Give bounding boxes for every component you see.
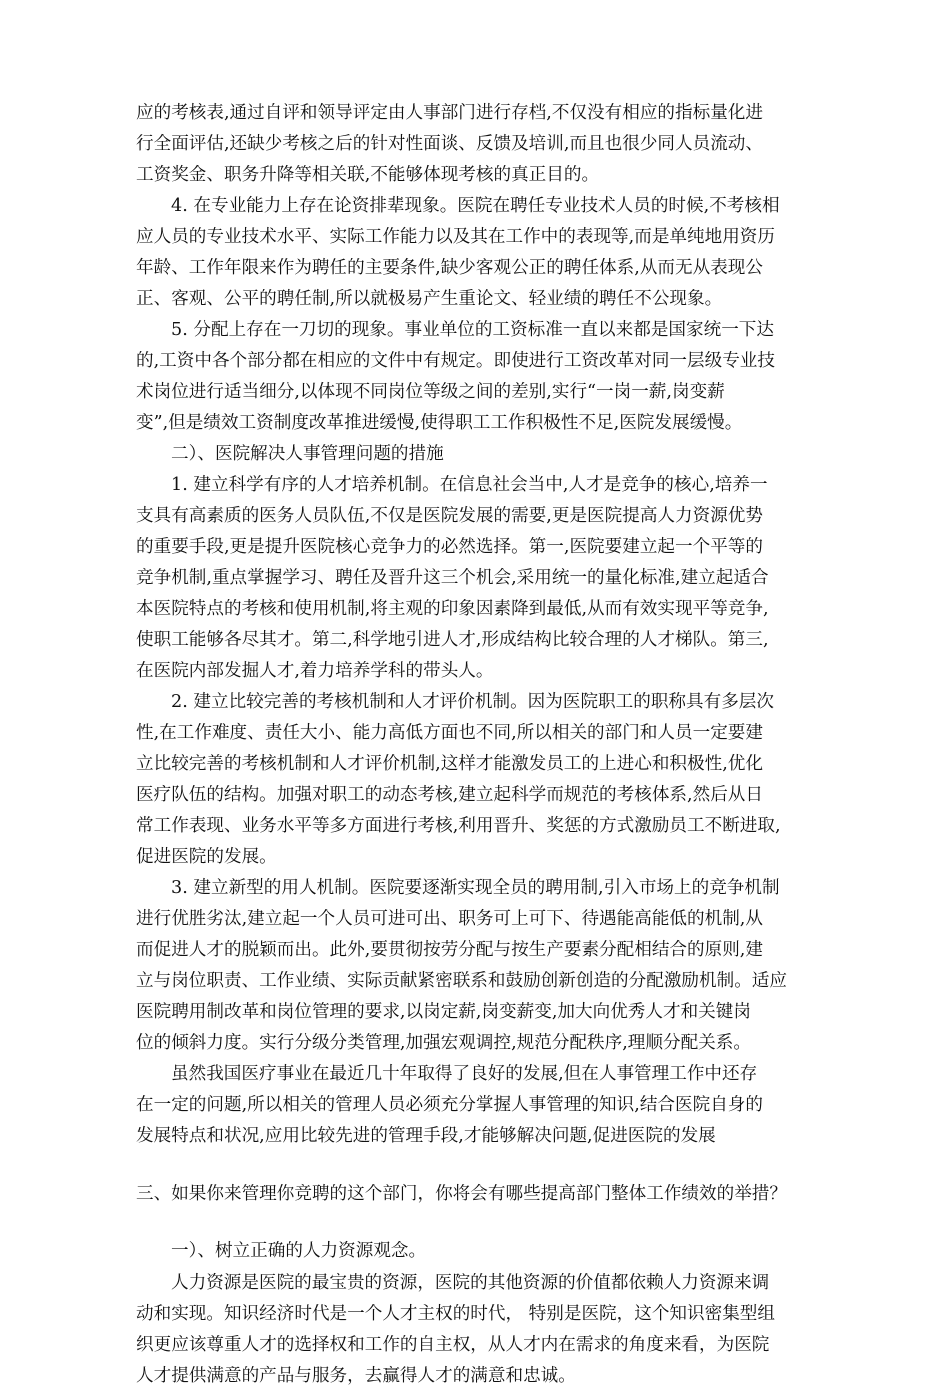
paragraph-line: 本医院特点的考核和使用机制,将主观的印象因素降到最低,从而有效实现平等竞争, bbox=[136, 599, 769, 619]
paragraph-line: 工资奖金、职务升降等相关联,不能够体现考核的真正目的。 bbox=[136, 165, 600, 185]
paragraph-line: 在一定的问题,所以相关的管理人员必须充分掌握人事管理的知识,结合医院自身的 bbox=[136, 1095, 763, 1115]
paragraph-line: 的,工资中各个部分都在相应的文件中有规定。即使进行工资改革对同一层级专业技 bbox=[136, 351, 775, 371]
paragraph-line: 常工作表现、业务水平等多方面进行考核,利用晋升、奖惩的方式激励员工不断进取, bbox=[136, 816, 781, 836]
paragraph-line: 支具有高素质的医务人员队伍,不仅是医院发展的需要,更是医院提高人力资源优势 bbox=[136, 506, 763, 526]
paragraph-line: 性,在工作难度、责任大小、能力高低方面也不同,所以相关的部门和人员一定要建 bbox=[136, 723, 763, 743]
paragraph-line: 应人员的专业技术水平、实际工作能力以及其在工作中的表现等,而是单纯地用资历 bbox=[136, 227, 775, 247]
paragraph-line: 立比较完善的考核机制和人才评价机制,这样才能激发员工的上进心和积极性,优化 bbox=[136, 754, 763, 774]
paragraph-line: 行全面评估,还缺少考核之后的针对性面谈、反馈及培训,而且也很少同人员流动、 bbox=[136, 134, 763, 154]
paragraph-line: 年龄、工作年限来作为聘任的主要条件,缺少客观公正的聘任体系,从而无从表现公 bbox=[136, 258, 763, 278]
paragraph-line: 医院聘用制改革和岗位管理的要求,以岗定薪,岗变薪变,加大向优秀人才和关键岗 bbox=[136, 1002, 751, 1022]
section-heading: 二）、医院解决人事管理问题的措施 bbox=[171, 444, 444, 464]
paragraph-line: 促进医院的发展。 bbox=[136, 847, 277, 867]
paragraph-line: 使职工能够各尽其才。第二,科学地引进人才,形成结构比较合理的人才梯队。第三, bbox=[136, 630, 769, 650]
subsection-heading: 一）、树立正确的人力资源观念。 bbox=[171, 1241, 427, 1261]
paragraph-line: 2. 建立比较完善的考核机制和人才评价机制。因为医院职工的职称具有多层次 bbox=[171, 692, 774, 712]
section-heading: 三、如果你来管理你竞聘的这个部门，你将会有哪些提高部门整体工作绩效的举措？ bbox=[136, 1184, 787, 1204]
paragraph-line: 正、客观、公平的聘任制,所以就极易产生重论文、轻业绩的聘任不公现象。 bbox=[136, 289, 723, 309]
paragraph-line: 而促进人才的脱颖而出。此外,要贯彻按劳分配与按生产要素分配相结合的原则,建 bbox=[136, 940, 763, 960]
paragraph-line: 动和实现。知识经济时代是一个人才主权的时代， 特别是医院，这个知识密集型组 bbox=[136, 1304, 775, 1324]
paragraph-line: 在医院内部发掘人才,着力培养学科的带头人。 bbox=[136, 661, 494, 681]
paragraph-line: 变”,但是绩效工资制度改革推进缓慢,使得职工工作积极性不足,医院发展缓慢。 bbox=[136, 413, 743, 433]
paragraph-line: 3. 建立新型的用人机制。医院要逐渐实现全员的聘用制,引入市场上的竞争机制 bbox=[171, 878, 780, 898]
paragraph-line: 人才提供满意的产品与服务，去赢得人才的满意和忠诚。 bbox=[136, 1366, 576, 1386]
paragraph-line: 的重要手段,更是提升医院核心竞争力的必然选择。第一,医院要建立起一个平等的 bbox=[136, 537, 763, 557]
paragraph-line: 位的倾斜力度。实行分级分类管理,加强宏观调控,规范分配秩序,理顺分配关系。 bbox=[136, 1033, 751, 1053]
paragraph-line: 发展特点和状况,应用比较先进的管理手段,才能够解决问题,促进医院的发展 bbox=[136, 1126, 716, 1146]
paragraph-line: 竞争机制,重点掌握学习、聘任及晋升这三个机会,采用统一的量化标准,建立起适合 bbox=[136, 568, 769, 588]
paragraph-line: 4. 在专业能力上存在论资排辈现象。医院在聘任专业技术人员的时候,不考核相 bbox=[171, 196, 780, 216]
paragraph-line: 进行优胜劣汰,建立起一个人员可进可出、职务可上可下、待遇能高能低的机制,从 bbox=[136, 909, 763, 929]
paragraph-line: 应的考核表,通过自评和领导评定由人事部门进行存档,不仅没有相应的指标量化进 bbox=[136, 103, 763, 123]
paragraph-line: 立与岗位职责、工作业绩、实际贡献紧密联系和鼓励创新创造的分配激励机制。适应 bbox=[136, 971, 787, 991]
paragraph-line: 医疗队伍的结构。加强对职工的动态考核,建立起科学而规范的考核体系,然后从日 bbox=[136, 785, 763, 805]
paragraph-line: 织更应该尊重人才的选择权和工作的自主权，从人才内在需求的角度来看，为医院 bbox=[136, 1335, 770, 1355]
paragraph-line: 1. 建立科学有序的人才培养机制。在信息社会当中,人才是竞争的核心,培养一 bbox=[171, 475, 768, 495]
paragraph-line: 虽然我国医疗事业在最近几十年取得了良好的发展,但在人事管理工作中还存 bbox=[171, 1064, 758, 1084]
paragraph-line: 术岗位进行适当细分,以体现不同岗位等级之间的差别,实行“一岗一薪,岗变薪 bbox=[136, 382, 725, 402]
paragraph-line: 人力资源是医院的最宝贵的资源，医院的其他资源的价值都依赖人力资源来调 bbox=[171, 1273, 770, 1293]
paragraph-line: 5. 分配上存在一刀切的现象。事业单位的工资标准一直以来都是国家统一下达 bbox=[171, 320, 774, 340]
